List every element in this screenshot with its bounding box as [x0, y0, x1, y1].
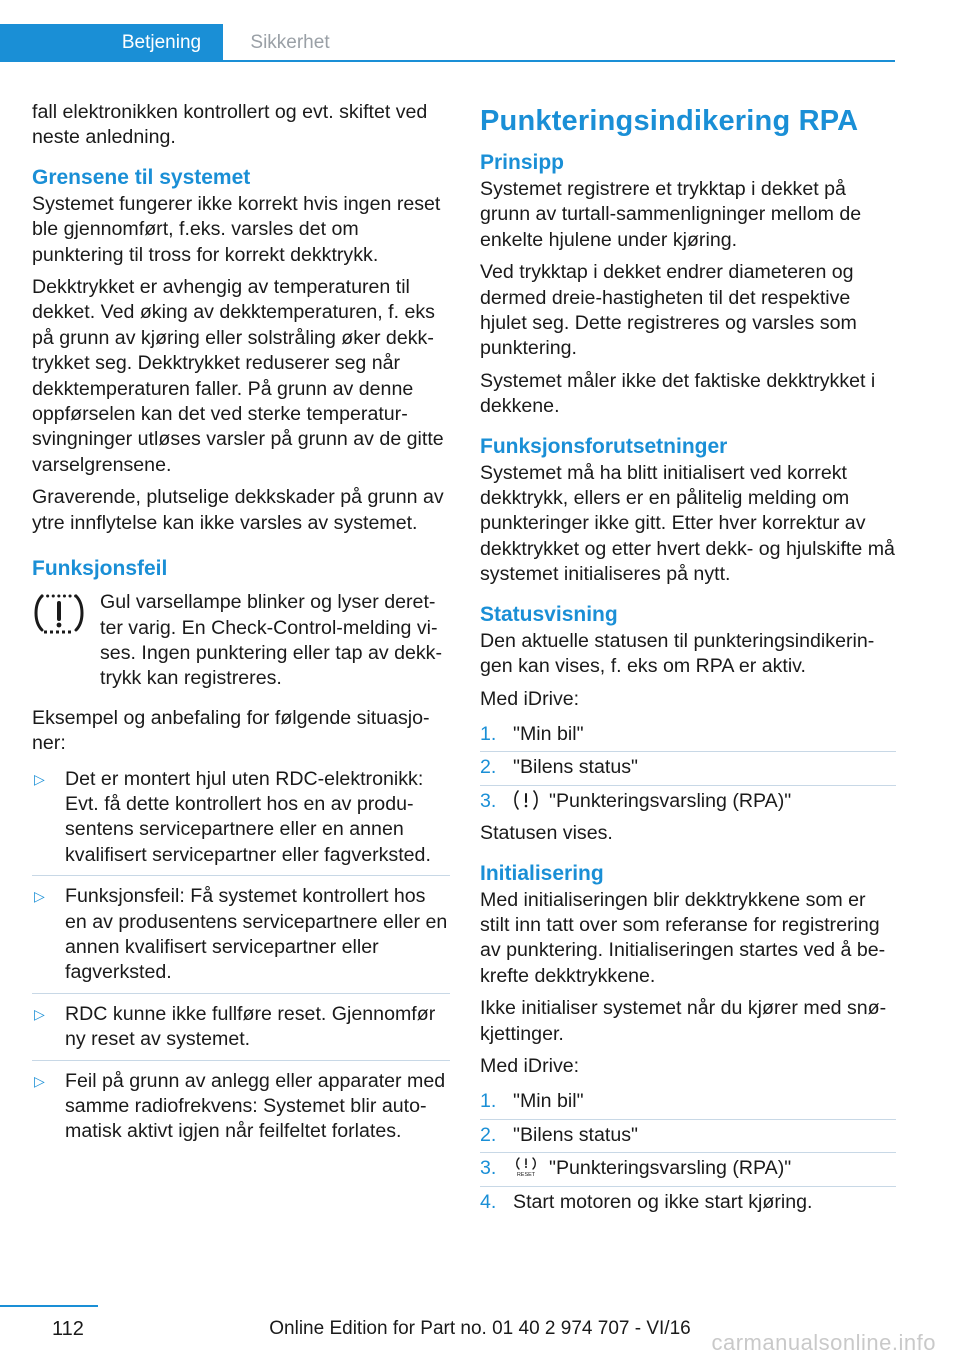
limits-paragraph-1: Systemet fungerer ikke korrekt hvis ingen reset ble gjennomført, f.eks. varsles det om punktering til tross for korrekt dekktrykk.	[32, 192, 441, 266]
fault-warning-block	[32, 590, 450, 692]
fault-text: Gul varsellampe blinker og lyser deretter varig. En Check-Control-melding vises. Ingen punktering eller tap av dekktrykk kan registreres.	[100, 591, 443, 690]
example-text: Eksempel og anbefaling for følgende situasjoner:	[32, 706, 430, 755]
principle-paragraph-3: Systemet måler ikke det faktiske dekktrykket i dekkene.	[480, 369, 876, 418]
list-item: 2. "Bilens status"	[480, 1123, 896, 1153]
recommendation-list	[32, 767, 450, 1152]
status-paragraph: Den aktuelle statusen til punkteringsindikeringen kan vises, f. eks om RPA er aktiv.	[480, 629, 875, 678]
init-heading: Initialisering	[480, 861, 604, 885]
edition-text: Online Edition for Part no. 01 40 2 974 707 - VI/16	[269, 1318, 691, 1339]
list-item: 4. Start motoren og ikke start kjøring.	[480, 1190, 813, 1213]
list-item: 1. "Min bil"	[480, 722, 896, 752]
triangle-bullet-icon: ▷	[34, 888, 45, 905]
principle-paragraph-1: Systemet registrere et trykktap i dekket på grunn av turtall-sammenligninger mellom de enkelte hjulene under kjøring.	[480, 178, 862, 251]
list-item: ▷ Feil på grunn av anlegg eller apparater med samme radiofrekvens: Systemet blir automatisk aktivt igjen når feilfeltet forlates.	[34, 1069, 446, 1143]
list-item: 3. RESET "Punkteringsvarsling (RPA)"	[480, 1156, 896, 1186]
tire-reset-icon	[513, 1157, 539, 1177]
chapter-tabs	[0, 24, 895, 62]
limits-paragraph-2: Dekktrykket er avhengig av temperaturen til dekket. Ved øking av dekktemperaturen, f. eks på grunn av kjøring eller solstråling øker dekktrykket seg. Dekktrykket reduserer seg når dekktemperaturen faller. På grunn av denne oppførselen kan det ved sterke temperatursvingninger utløses varsler på grunn av de gitte varselgrensene.	[32, 276, 444, 476]
tab-betjening[interactable]: Betjening	[0, 24, 223, 60]
init-paragraph-1: Med initialiseringen blir dekktrykkene som er stilt inn tatt over som referanse for registrering av punktering. Initialiseringen startes ved å bekrefte dekktrykkene.	[480, 888, 886, 987]
svg-text:RESET: RESET	[516, 1172, 536, 1178]
list-item: ▷ Det er montert hjul uten RDC-elektronikk: Evt. få dette kontrollert hos en av produsentens servicepartnere eller en annen kvalifisert servicepartner eller fagverksted.	[32, 767, 450, 877]
fault-heading: Funksjonsfeil	[32, 557, 168, 581]
tab-sikkerhet[interactable]: Sikkerhet	[250, 32, 330, 53]
limits-paragraph-3: Graverende, plutselige dekkskader på grunn av ytre innflytelse kan ikke varsles av systemet.	[32, 486, 444, 534]
list-item: 1. "Min bil"	[480, 1089, 896, 1119]
page-number: 112	[52, 1318, 84, 1340]
intro-paragraph: fall elektronikken kontrollert og evt. skiftet ved neste anledning.	[32, 101, 428, 149]
init-idrive-label: Med iDrive:	[480, 1054, 580, 1077]
principle-heading: Prinsipp	[480, 151, 565, 174]
status-heading: Statusvisning	[480, 602, 618, 626]
init-steps	[480, 1089, 896, 1219]
right-column	[480, 100, 896, 1222]
triangle-bullet-icon: ▷	[34, 1005, 45, 1022]
list-item: ▷ Funksjonsfeil: Få systemet kontrollert hos en av produsentens servicepartnere eller en annen kvalifisert servicepartner eller fagverksted.	[32, 884, 450, 994]
header-rule	[0, 60, 895, 62]
left-column	[32, 100, 450, 1160]
init-paragraph-2: Ikke initialiser systemet når du kjører med snøkjettinger.	[480, 997, 887, 1045]
status-steps	[480, 722, 896, 818]
principle-paragraph-2: Ved trykktap i dekket endrer diameteren og dermed dreie-hastigheten til det respektive hjulet seg. Dette registreres og varsles som punktering.	[480, 261, 857, 360]
triangle-bullet-icon: ▷	[34, 1072, 45, 1089]
triangle-bullet-icon: ▷	[34, 770, 45, 787]
limits-heading: Grensene til systemet	[32, 165, 251, 189]
status-result: Statusen vises.	[480, 822, 613, 845]
status-idrive-label: Med iDrive:	[480, 687, 580, 710]
tire-pressure-warning-icon	[32, 592, 86, 638]
prereq-paragraph: Systemet må ha blitt initialisert ved korrekt dekktrykk, ellers er en pålitelig melding om punkteringer ikke gitt. Etter hver korrektur av dekktrykket og etter hvert dekk- og hjulskifte må systemet initialiseres på nytt.	[480, 461, 895, 586]
list-item: 2. "Bilens status"	[480, 755, 896, 785]
page-title: Punkteringsindikering RPA	[480, 105, 859, 137]
list-item: ▷ RDC kunne ikke fullføre reset. Gjennomfør ny reset av systemet.	[32, 1002, 450, 1061]
prereq-heading: Funksjonsforutsetninger	[480, 434, 728, 458]
watermark: carmanualsonline.info	[711, 1330, 936, 1355]
tire-warning-icon	[513, 790, 539, 810]
footer-rule	[0, 1305, 98, 1307]
list-item: 3. "Punkteringsvarsling (RPA)"	[480, 789, 792, 812]
